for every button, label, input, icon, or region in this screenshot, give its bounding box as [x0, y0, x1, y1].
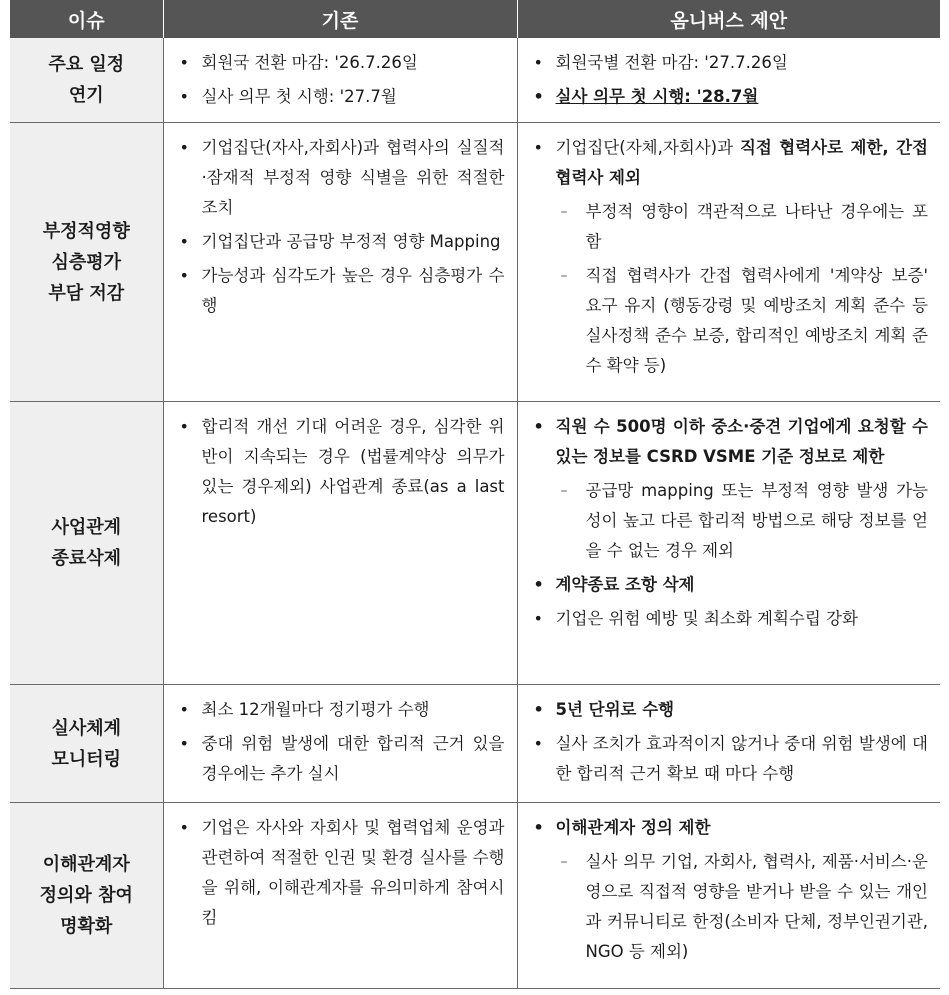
list-item: • 기업은 위험 예방 및 최소화 계획수립 강화	[526, 604, 929, 634]
sub-item: – 직접 협력사가 간접 협력사에게 '계약상 보증' 요구 유지 (행동강령 및 예방조치 계획 준수 등 실사정책 준수 보증, 합리적인 예방조치 계획 준수 확약 등)	[526, 261, 929, 381]
header-prev: 기존	[163, 0, 517, 38]
prev-cell	[163, 123, 517, 402]
omni-cell	[517, 402, 940, 685]
table-row-impact-assessment	[10, 123, 940, 402]
issue-cell: 실사체계 모니터링	[10, 685, 163, 803]
prev-cell	[163, 38, 517, 123]
omni-cell	[517, 123, 940, 402]
list-item: • 기업집단과 공급망 부정적 영향 Mapping	[172, 227, 505, 257]
list-item: • 기업집단(자사,자회사)과 협력사의 실질적·잠재적 부정적 영향 식별을 위한 적절한 조치	[172, 133, 505, 223]
header-row	[10, 0, 940, 38]
list-item: • 직원 수 500명 이하 중소·중견 기업에게 요청할 수 있는 정보를 CSRD VSME 기준 정보로 제한	[526, 412, 929, 472]
omni-cell	[517, 38, 940, 123]
list-item: • 기업은 자사와 자회사 및 협력업체 운영과 관련하여 적절한 인권 및 환경 실사를 수행을 위해, 이해관계자를 유의미하게 참여시킴	[172, 813, 505, 933]
prev-cell	[163, 803, 517, 989]
table-row-monitoring	[10, 685, 940, 803]
list-item: • 최소 12개월마다 정기평가 수행	[172, 695, 505, 725]
sub-item: – 공급망 mapping 또는 부정적 영향 발생 가능성이 높고 다른 합리적 방법으로 해당 정보를 얻을 수 없는 경우 제외	[526, 476, 929, 566]
list-item: • 회원국 전환 마감: '26.7.26일	[172, 48, 505, 78]
omni-cell	[517, 803, 940, 989]
list-item: • 실사 조치가 효과적이지 않거나 중대 위험 발생에 대한 합리적 근거 확보 때 마다 수행	[526, 729, 929, 789]
sub-item: – 부정적 영향이 객관적으로 나타난 경우에는 포함	[526, 197, 929, 257]
table-row-schedule	[10, 38, 940, 123]
list-item: • 회원국별 전환 마감: '27.7.26일	[526, 48, 929, 78]
table-row-stakeholders	[10, 803, 940, 989]
sub-item: – 실사 의무 기업, 자회사, 협력사, 제품·서비스·운영으로 직접적 영향을 받거나 받을 수 있는 개인과 커뮤니티로 한정(소비자 단체, 정부인권기관, NGO 등 제외)	[526, 847, 929, 967]
list-item: • 기업집단(자체,자회사)과 직접 협력사로 제한, 간접 협력사 제외	[526, 133, 929, 193]
header-omni: 옴니버스 제안	[517, 0, 940, 38]
list-item: • 이해관계자 정의 제한	[526, 813, 929, 843]
list-item: • 실사 의무 첫 시행: '27.7월	[172, 82, 505, 112]
list-item: • 계약종료 조항 삭제	[526, 570, 929, 600]
list-item: • 5년 단위로 수행	[526, 695, 929, 725]
prev-cell	[163, 685, 517, 803]
list-item: • 합리적 개선 기대 어려운 경우, 심각한 위반이 지속되는 경우 (법률계약상 의무가 있는 경우제외) 사업관계 종료(as a last resort)	[172, 412, 505, 532]
list-item: • 실사 의무 첫 시행: '28.7월	[526, 82, 929, 112]
comparison-table	[10, 0, 940, 989]
list-item: • 중대 위험 발생에 대한 합리적 근거 있을 경우에는 추가 실시	[172, 729, 505, 789]
header-issue: 이슈	[10, 0, 163, 38]
issue-cell: 사업관계 종료삭제	[10, 402, 163, 685]
omni-cell	[517, 685, 940, 803]
issue-cell: 부정적영향 심층평가 부담 저감	[10, 123, 163, 402]
issue-cell: 이해관계자 정의와 참여 명확화	[10, 803, 163, 989]
prev-cell	[163, 402, 517, 685]
list-item: • 가능성과 심각도가 높은 경우 심층평가 수행	[172, 261, 505, 321]
issue-cell: 주요 일정 연기	[10, 38, 163, 123]
table-row-termination	[10, 402, 940, 685]
